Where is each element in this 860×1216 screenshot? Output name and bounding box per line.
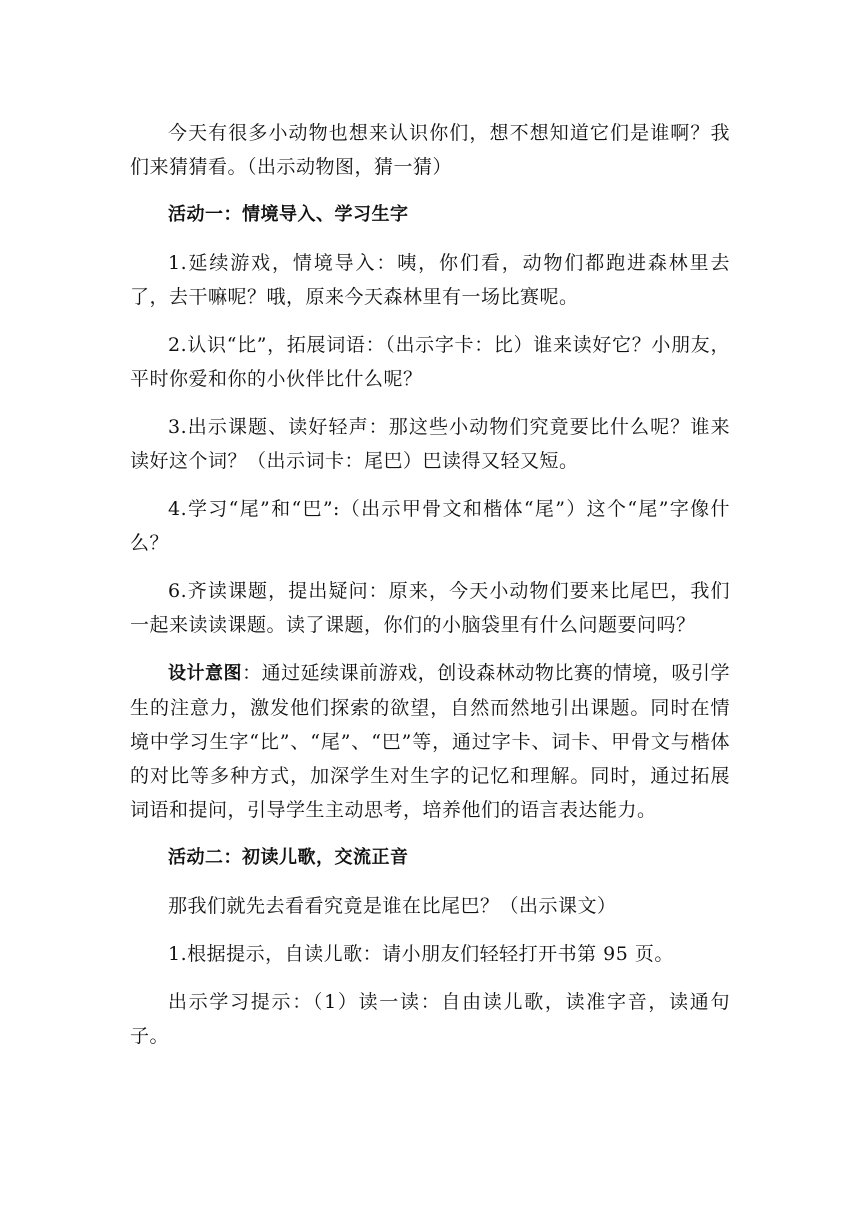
document-body [130, 116, 730, 1067]
step3-paragraph: 3.出示课题、读好轻声：那这些小动物们究竟要比什么呢？谁来读好这个词？（出示词卡：尾巴）巴读得又轻又短。 [130, 416, 730, 472]
intro-paragraph: 今天有很多小动物也想来认识你们，想不想知道它们是谁啊？我们来猜猜看。（出示动物图，猜一猜） [130, 122, 730, 178]
learning-prompt-paragraph: 出示学习提示：（1）读一读：自由读儿歌，读准字音，读通句子。 [130, 991, 730, 1047]
activity2-intro-paragraph: 那我们就先去看看究竟是谁在比尾巴？（出示课文） [168, 895, 617, 917]
design-intent-paragraph [130, 656, 730, 827]
activity2-heading: 活动二：初读儿歌，交流正音 [168, 847, 409, 868]
step6-paragraph: 6.齐读课题，提出疑问：原来，今天小动物们要来比尾巴，我们一起来读读课题。读了课题，你们的小脑袋里有什么问题要问吗？ [130, 580, 730, 636]
step2-paragraph: 2.认识“比”，拓展词语：（出示字卡：比）谁来读好它？小朋友，平时你爱和你的小伙伴比什么呢？ [130, 334, 730, 390]
activity1-heading: 活动一：情境导入、学习生字 [168, 204, 409, 225]
design-intent-text: ：通过延续课前游戏，创设森林动物比赛的情境，吸引学生的注意力，激发他们探索的欲望，自然而然地引出课题。同时在情境中学习生字“比”、“尾”、“巴”等，通过字卡、词卡、甲骨文与楷体的对比等多种方式，加深学生对生字的记忆和理解。同时，通过拓展词语和提问，引导学生主动思考，培养他们的语言表达能力。 [130, 662, 730, 821]
step1-paragraph: 1.延续游戏，情境导入：咦，你们看，动物们都跑进森林里去了，去干嘛呢？哦，原来今天森林里有一场比赛呢。 [130, 252, 730, 308]
step4-paragraph: 4.学习“尾”和“巴”:（出示甲骨文和楷体“尾”）这个“尾”字像什么？ [130, 498, 730, 554]
design-intent-label: 设计意图 [168, 663, 243, 684]
activity2-step1-paragraph: 1.根据提示，自读儿歌：请小朋友们轻轻打开书第 95 页。 [168, 943, 674, 965]
